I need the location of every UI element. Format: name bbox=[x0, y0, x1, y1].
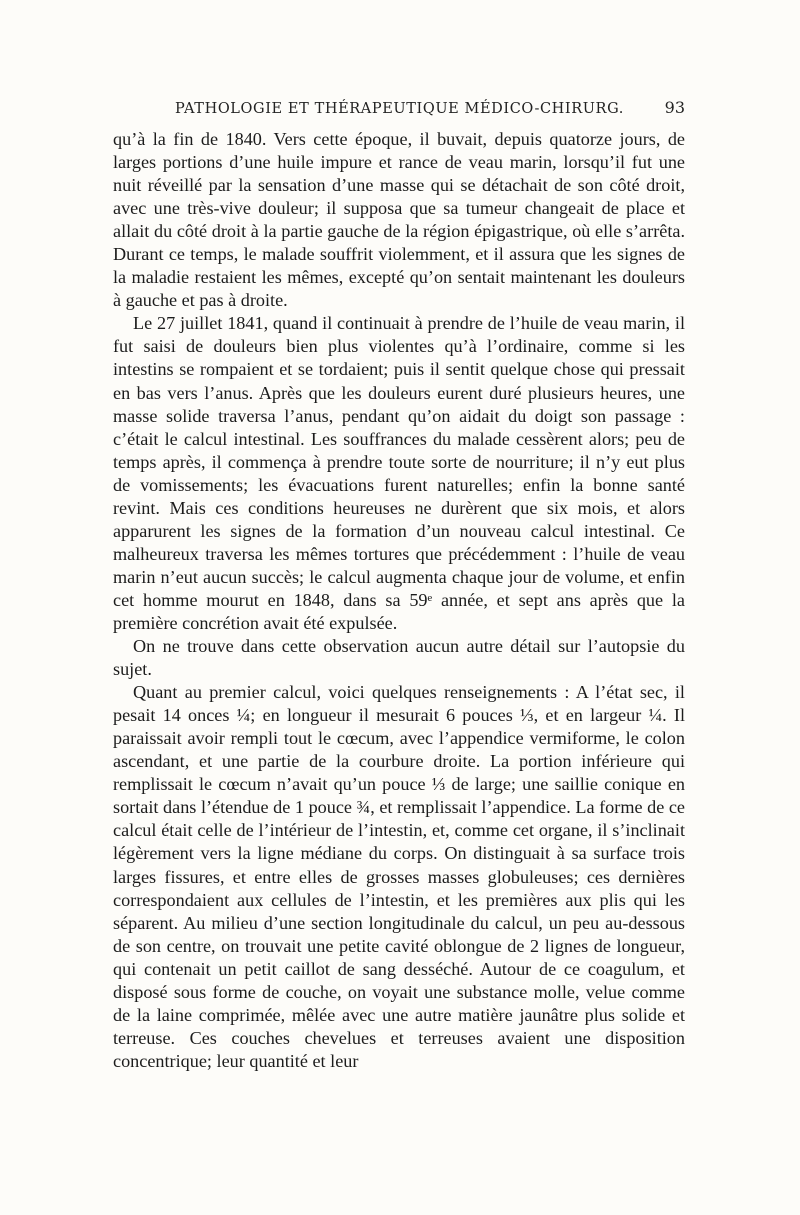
paragraph: qu’à la fin de 1840. Vers cette époque, il buvait, depuis quatorze jours, de larges portions d’une huile impure et rance de veau marin, lorsqu’il fut une nuit réveillé par la sensation d’une masse qui se détachait de son côté droit, avec une très-vive douleur; il supposa que sa tumeur changeait de place et allait du côté droit à la partie gauche de la région épigastrique, où elle s’arrêta. Durant ce temps, le malade souffrit violemment, et il assura que les signes de la maladie restaient les mêmes, excepté qu’on sentait maintenant les douleurs à gauche et pas à droite. bbox=[113, 129, 685, 311]
paragraph: On ne trouve dans cette observation aucun autre détail sur l’autopsie du sujet. bbox=[113, 636, 685, 680]
paragraph: Le 27 juillet 1841, quand il continuait à prendre de l’huile de veau marin, il fut saisi de douleurs bien plus violentes qu’à l’ordinaire, comme si les intestins se rompaient et se tordaient; puis il sentit quelque chose qui pressait en bas vers l’anus. Après que les douleurs eurent duré plusieurs heures, une masse solide traversa l’anus, pendant qu’on aidait du doigt son passage : c’était le calcul intestinal. Les souffrances du malade cessèrent alors; peu de temps après, il commença à prendre toute sorte de nourriture; il n’y eut plus de vomissements; les évacuations furent naturelles; enfin la bonne santé revint. Mais ces conditions heureuses ne durèrent que six mois, et alors apparurent les signes de la formation d’un nouveau calcul intestinal. Ce malheureux traversa les mêmes tortures que précédemment : l’huile de veau marin n’eut aucun succès; le calcul augmenta chaque jour de volume, et enfin cet homme mourut en 1848, dans sa 59ᵉ année, et sept ans après que la première concrétion avait été expulsée. bbox=[113, 313, 685, 633]
book-page bbox=[113, 98, 685, 1073]
page-number: 93 bbox=[664, 98, 685, 117]
running-title: PATHOLOGIE ET THÉRAPEUTIQUE MÉDICO-CHIRURG. bbox=[175, 101, 624, 117]
body-text bbox=[113, 128, 685, 1073]
running-header bbox=[113, 98, 685, 128]
paragraph: Quant au premier calcul, voici quelques renseignements : A l’état sec, il pesait 14 onces ¼; en longueur il mesurait 6 pouces ⅓, et en largeur ¼. Il paraissait avoir rempli tout le cœcum, avec l’appendice vermiforme, le colon ascendant, et une partie de la courbure droite. La portion inférieure qui remplissait le cœcum n’avait qu’un pouce ⅓ de large; une saillie conique en sortait dans l’étendue de 1 pouce ¾, et remplissait l’appendice. La forme de ce calcul était celle de l’intérieur de l’intestin, et, comme cet organe, il s’inclinait légèrement vers la ligne médiane du corps. On distinguait à sa surface trois larges fissures, et entre elles de grosses masses globuleuses; ces dernières correspondaient aux cellules de l’intestin, et les premières aux plis qui les séparent. Au milieu d’une section longitudinale du calcul, un peu au-dessous de son centre, on trouvait une petite cavité oblongue de 2 lignes de longueur, qui contenait un petit caillot de sang desséché. Autour de ce coagulum, et disposé sous forme de couche, on voyait une substance molle, velue comme de la laine comprimée, mêlée avec une autre matière jaunâtre plus solide et terreuse. Ces couches chevelues et terreuses avaient une disposition concentrique; leur quantité et leur bbox=[113, 682, 685, 1071]
